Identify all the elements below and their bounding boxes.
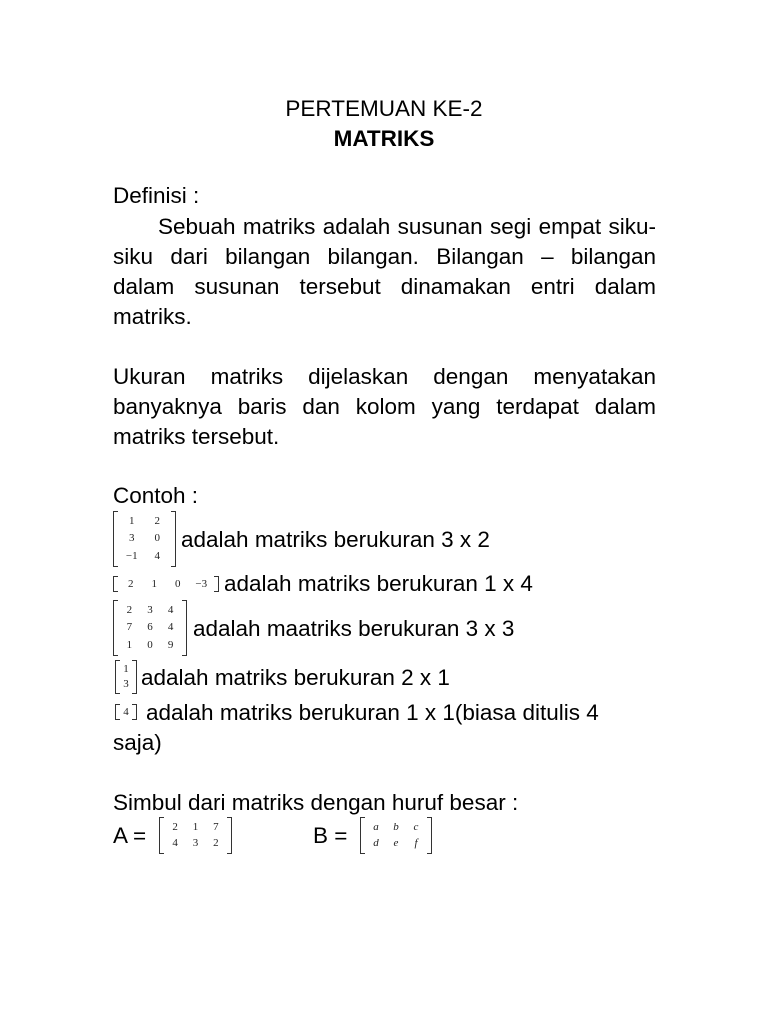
matrix-entry: a: [373, 820, 379, 833]
matrix-b: [360, 817, 432, 854]
matrix-entry: 0: [154, 532, 160, 545]
matrix-b-label: B =: [313, 823, 348, 848]
matrix-entry: −3: [195, 577, 208, 590]
matrix-entry: 4: [167, 621, 174, 634]
matrix-entry: 1: [192, 820, 199, 833]
example-3-text: adalah maatriks berukuran 3 x 3: [193, 616, 515, 641]
example-4-text: adalah matriks berukuran 2 x 1: [141, 665, 450, 690]
matrix-entry: 7: [213, 820, 219, 833]
matrix-entry: 2: [213, 837, 219, 850]
matrix-entry: 4: [172, 837, 178, 850]
matrix-entry: 1: [126, 638, 133, 651]
matrix-entry: b: [393, 820, 399, 833]
matrix-2x1: [115, 660, 137, 694]
matrix-entry: 3: [192, 837, 199, 850]
matrix-entry: e: [393, 837, 399, 850]
matrix-3x2: [113, 511, 176, 567]
matrix-entry: 4: [167, 604, 174, 617]
matrix-entry: 0: [147, 638, 153, 651]
example-5-text-cont: saja): [113, 730, 162, 755]
page-subtitle: MATRIKS: [333, 126, 435, 151]
matrix-entry: 2: [128, 577, 134, 590]
ukuran-paragraph: Ukuran matriks dijelaskan dengan menyatakan banyaknya baris dan kolom yang terdapat dalam matriks tersebut.: [113, 364, 656, 449]
matrix-1x1: [115, 704, 137, 720]
matrix-entry: 2: [126, 604, 133, 617]
matrix-entry: 1: [129, 515, 135, 528]
matrix-entry: 4: [123, 705, 129, 718]
matrix-entry: 7: [126, 621, 133, 634]
matrix-entry: −1: [125, 549, 138, 562]
matrix-entry: 6: [147, 621, 153, 634]
matrix-entry: 3: [123, 678, 129, 690]
definisi-paragraph: Sebuah matriks adalah susunan segi empat siku-siku dari bilangan bilangan. Bilangan – bilangan dalam susunan tersebut dinamakan entri dalam matriks.: [113, 214, 656, 329]
page-title: PERTEMUAN KE-2: [285, 96, 483, 121]
matrix-entry: 0: [175, 577, 181, 590]
matrix-a: [159, 817, 232, 854]
example-1-text: adalah matriks berukuran 3 x 2: [181, 527, 490, 552]
example-2-text: adalah matriks berukuran 1 x 4: [224, 571, 533, 596]
example-5-text: adalah matriks berukuran 1 x 1(biasa ditulis 4: [146, 700, 599, 725]
matrix-1x4: [113, 576, 219, 592]
matrix-a-label: A =: [113, 823, 147, 848]
matrix-entry: 1: [123, 663, 129, 675]
matrix-entry: 3: [147, 604, 153, 617]
matrix-entry: 4: [154, 549, 160, 562]
matrix-entry: c: [413, 820, 419, 833]
matrix-entry: d: [373, 837, 379, 850]
matrix-entry: 2: [154, 515, 160, 528]
matrix-entry: f: [414, 837, 418, 850]
matrix-3x3: [113, 600, 187, 656]
matrix-entry: 2: [172, 820, 178, 833]
matrix-entry: 3: [129, 532, 135, 545]
contoh-heading: Contoh :: [113, 483, 199, 508]
matrix-entry: 1: [151, 577, 157, 590]
simbul-heading: Simbul dari matriks dengan huruf besar :: [113, 790, 519, 815]
definisi-heading: Definisi :: [113, 183, 200, 208]
matrix-entry: 9: [167, 638, 174, 651]
